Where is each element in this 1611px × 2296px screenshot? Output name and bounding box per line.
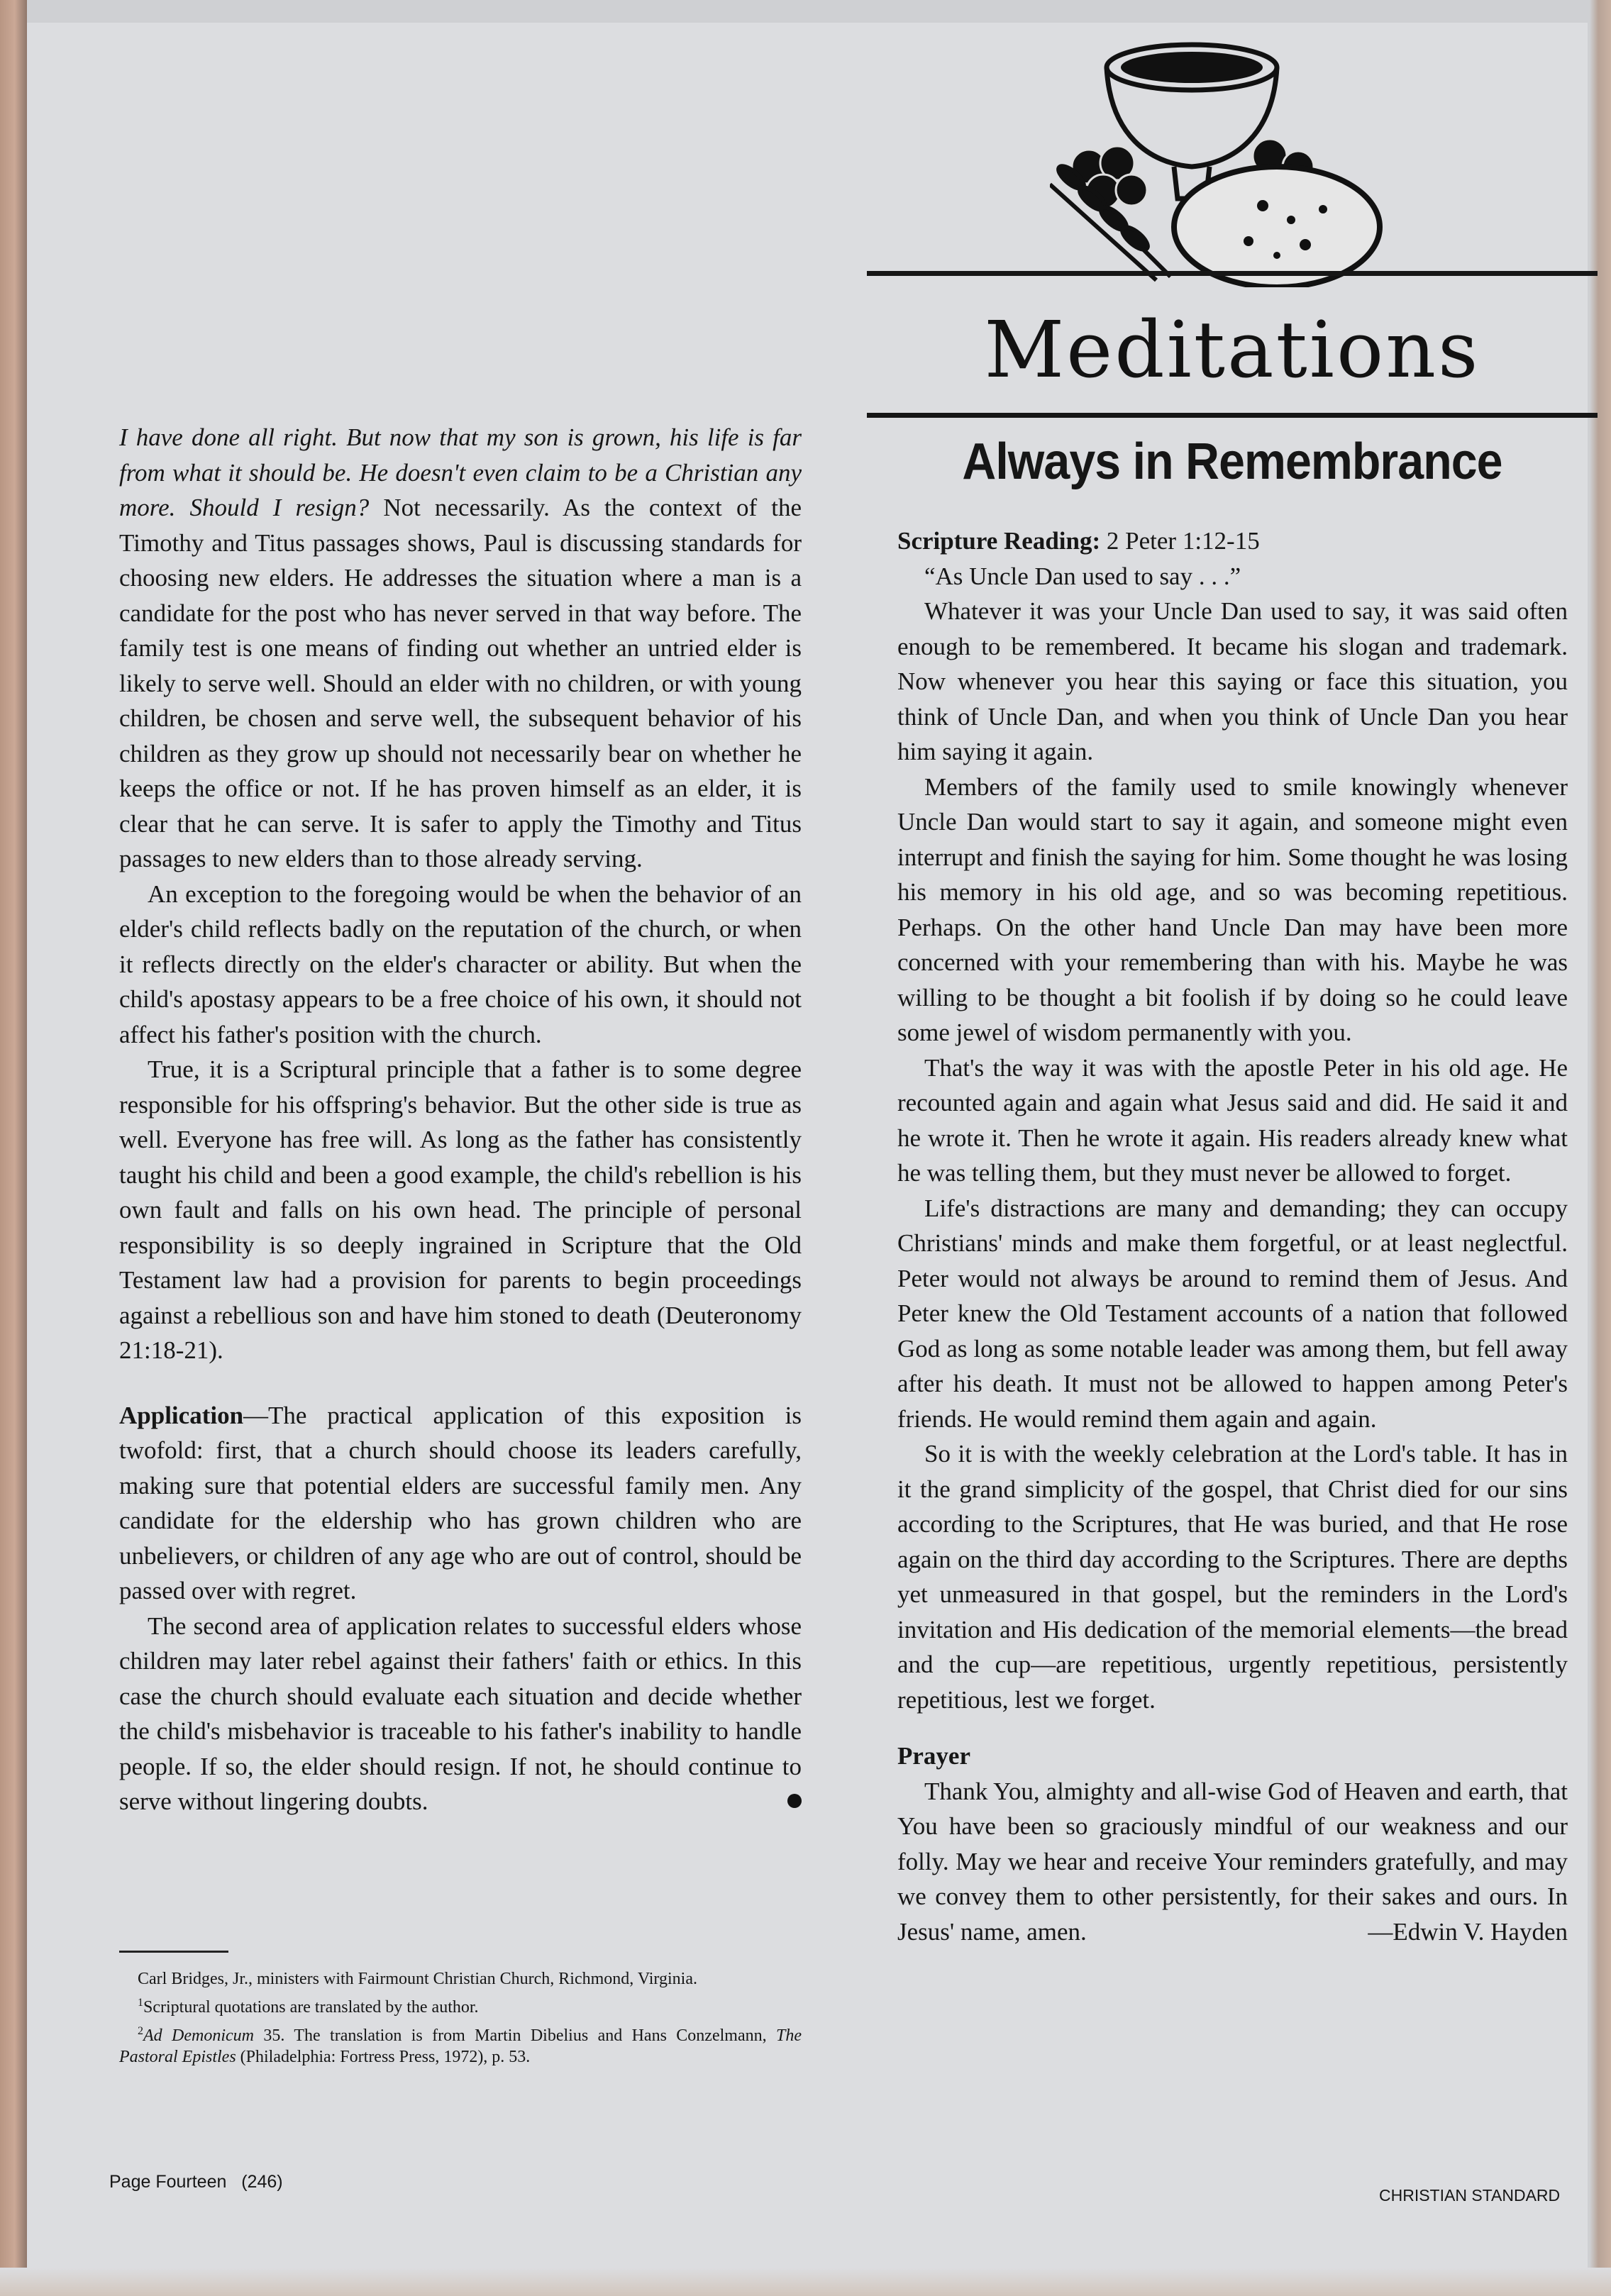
paragraph-text: The second area of application relates to successful elders whose children may later rebel against their fathers' faith or ethics. In this case the church should evaluate each situation and decide whether the child's misbehavior is traceable to his father's inability to handle people. If so, the elder should resign. If not, he should continue to serve without lingering doubts. [119,1612,802,1815]
paragraph [119,1398,802,1609]
communion-illustration [1050,28,1419,287]
section-banner: Meditations [984,304,1480,395]
paragraph: An exception to the foregoing would be when the behavior of an elder's child reflects badly on the reputation of the church, or when it reflects directly on the elder's character or ability. But when the child's apostasy appears to be a free choice of his own, it should not affect his father's position with the church. [119,880,802,1048]
footnote-book: The Pastoral Epistles [119,2026,802,2066]
opening-quote: “As Uncle Dan used to say . . .” [924,562,1241,590]
footnote-marker: 2 [138,2025,143,2037]
application-label: Application [119,1401,244,1429]
scripture-reading [897,523,1568,559]
paragraph-text: Not necessarily. As the context of the Timothy and Titus passages shows, Paul is discussing standards for choosing new elders. He addresses the situation where a man is a candidate for the post who has never served in that way before. The family test is one means of finding out whether an untried elder is likely to serve well. Should an elder with no children, or with young children, be chosen and serve well, the subsequent behavior of his children as they grow up should not necessarily bear on whether he keeps the office or not. If he has proven himself as an elder, it is clear that he can serve. It is safer to apply the Timothy and Titus passages to new elders than to those already serving. [119,494,802,872]
article-continuation [119,420,802,1819]
scripture-reference: 2 Peter 1:12-15 [1100,527,1260,555]
scripture-label: Scripture Reading: [897,527,1101,555]
paragraph: Whatever it was your Uncle Dan used to say, it was said often enough to be remembered. It became his slogan and trademark. Now whenever you hear this saying or face this situation, you think of Uncle Dan, and when you think of Uncle Dan you hear him saying it again. [897,597,1568,765]
paragraph: That's the way it was with the apostle Peter in his old age. He recounted again and again what Jesus said and did. He said it and he wrote it. Then he wrote it again. His readers already knew what he was telling them, but they must never be allowed to forget. [897,1053,1568,1187]
paragraph [119,420,802,877]
footnote [119,2021,802,2068]
paragraph: True, it is a Scriptural principle that a father is to some degree responsible for his offspring's behavior. But the other side is true as well. Everyone has free will. As long as the father has consistently taught his child and been a good example, the child's rebellion is his own fault and falls on his own head. The principle of personal responsibility is so deeply ingrained in Scripture that the Old Testament law had a provision for parents to begin proceedings against a rebellious son and have him stoned to death (Deuteronomy 21:18-21). [119,1055,802,1364]
prayer-body: Thank You, almighty and all-wise God of Heaven and earth, that You have been so graciously mindful of our weakness and our folly. May we hear and receive Your reminders gratefully, and may we convey them to other persistently, for their sakes and ours. In Jesus' name, amen. [897,1777,1568,1946]
page-number: Page Fourteen (246) [109,2172,283,2192]
article-headline: Always in Remembrance [962,433,1502,490]
running-footer: CHRISTIAN STANDARD [1379,2186,1561,2205]
footnote-title: Ad Demonicum [143,2026,255,2045]
italic-question: I have done all right. But now that my son is grown, his life is far from what it should be. He doesn't even claim to be a Christian any more. Should I resign? [119,423,802,521]
footnote-marker: 1 [138,1997,143,2009]
paragraph: So it is with the weekly celebration at the Lord's table. It has in it the grand simplicity of the gospel, that Christ died for our sins according to the Scriptures, that He was buried, and that He rose again on the third day according to the Scriptures. There are depths yet unmeasured in that gospel, but the reminders in the Lord's invitation and His dedication of the memorial elements—the bread and the cup—are repetitious, urgently repetitious, persistently repetitious, lest we forget. [897,1440,1568,1714]
footnote-rule [119,1951,228,1953]
banner-rule-bottom [867,413,1598,418]
paragraph: Members of the family used to smile knowingly whenever Uncle Dan would start to say it again, and someone might even interrupt and finish the saying for him. Some thought he was losing his memory in his old age, and so was becoming repetitious. Perhaps. On the other hand Uncle Dan may have been more concerned with your remembering than with his. Maybe he was willing to be thought a bit foolish if by doing so he could leave some jewel of wisdom permanently with you. [897,772,1568,1046]
paragraph [119,1609,802,1819]
paragraph: Life's distractions are many and demanding; they can occupy Christians' minds and make them forgetful, or at least neglectful. Peter would not always be around to remind them of Jesus. And Peter knew the Old Testament accounts of a nation that followed God as long as some notable leader was among them, but fell away after his death. It must not be allowed to happen among Peter's friends. He would remind them again and again. [897,1194,1568,1433]
end-mark-icon [787,1794,802,1808]
author-signature: —Edwin V. Hayden [1368,1917,1568,1946]
footnote-text: Scriptural quotations are translated by the author. [143,1998,479,2017]
prayer-text [897,1774,1568,1950]
book-spine-edge [0,0,27,2296]
paragraph-text: —The practical application of this exposition is twofold: first, that a church should choose its leaders carefully, making sure that potential elders are successful family men. Any candidate for the eldership who has grown children who are unbelievers, or children of any age who are out of control, should be passed over with regret. [119,1401,802,1604]
footnote [119,1992,802,2018]
banner-rule-top [867,271,1598,276]
footnote-text: 35. The translation is from Martin Dibelius and Hans Conzelmann, [254,2026,776,2045]
author-note: Carl Bridges, Jr., ministers with Fairmount Christian Church, Richmond, Virginia. [138,1970,697,1988]
prayer-heading: Prayer [897,1742,970,1770]
bottom-page-edge [0,2268,1611,2296]
footnotes [119,1951,802,2070]
footnote-text: (Philadelphia: Fortress Press, 1972), p. 53. [236,2048,531,2066]
meditation-body [897,523,1568,1949]
